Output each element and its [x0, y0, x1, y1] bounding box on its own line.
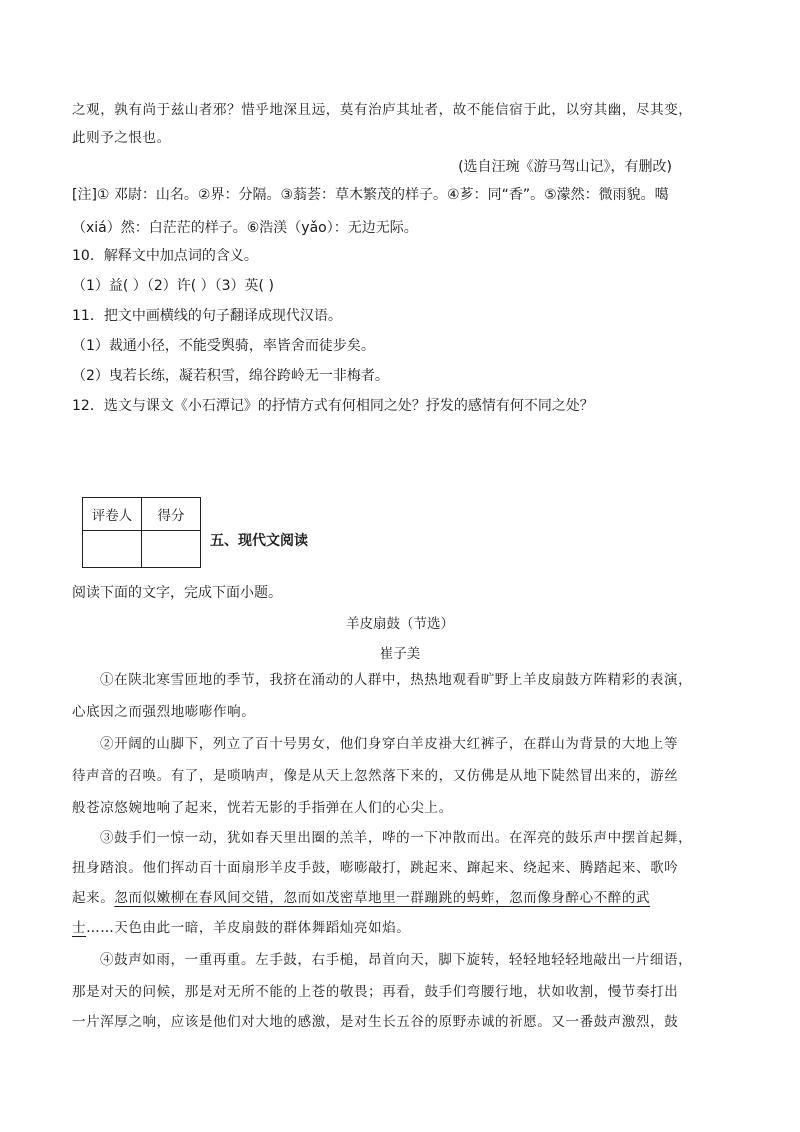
paragraph-line: 待声音的召唤。有了，是唢呐声，像是从天上忽然落下来的，又仿佛是从地下陡然冒出来的，游丝 — [72, 768, 679, 784]
grader-cell — [83, 531, 142, 568]
section-instruction: 阅读下面的文字，完成下面小题。 — [72, 585, 282, 601]
paragraph-text: 起来。 — [72, 890, 115, 906]
question-10: 10．解释文中加点词的含义。 — [72, 248, 258, 264]
passage-source: (选自汪琬《游马驾山记》，有删改) — [458, 159, 672, 175]
paragraph-line: ②开阔的山脚下，列立了百十号男女，他们身穿白羊皮褂大红裤子，在群山为背景的大地上等 — [100, 736, 679, 752]
section-title: 五、现代文阅读 — [210, 533, 308, 549]
paragraph-text: ……天色由此一暗，羊皮扇鼓的群体舞蹈灿亮如焰。 — [86, 920, 411, 936]
grader-header: 评卷人 — [83, 498, 142, 531]
passage-line: 之观，孰有尚于兹山者邪？惜乎地深且远，莫有治庐其址者，故不能信宿于此，以穷其幽，尽其变， — [72, 102, 693, 118]
paragraph-line: 那是对天的问候，那是对无所不能的上苍的敬畏；再看，鼓手们弯腰行地，状如收割，慢节奏打出 — [72, 984, 679, 1000]
underlined-sentence: 忽而似嫩柳在春风间交错，忽而如茂密草地里一群蹦跳的蚂蚱，忽而像身醉心不醉的武 — [114, 890, 651, 906]
score-table — [82, 497, 201, 568]
score-header: 得分 — [142, 498, 201, 531]
paragraph-line: 般苍凉悠婉地响了起来，恍若无影的手指弹在人们的心尖上。 — [72, 800, 453, 816]
question-11: 11．把文中画横线的句子翻译成现代汉语。 — [72, 308, 342, 324]
notes-line: [注]① 邓尉：山名。②界：分隔。③蓊荟：草木繁茂的样子。④芗：同“香”。⑤濛然：微雨貌。噶 — [72, 187, 669, 203]
paragraph-line — [72, 888, 692, 908]
passage-line: 此则予之恨也。 — [72, 130, 171, 146]
article-title: 羊皮扇鼓（节选） — [346, 616, 454, 632]
paragraph-line: 扭身踏浪。他们挥动百十面扇形羊皮手鼓，嘭嘭敲打，跳起来、蹿起来、绕起来、腾踏起来、歌吟 — [72, 860, 679, 876]
question-11-item: （2）曳若长练，凝若积雪，绵谷跨岭无一非梅者。 — [72, 368, 389, 384]
paragraph-line — [72, 918, 692, 938]
question-12: 12．选文与课文《小石潭记》的抒情方式有何相同之处？抒发的感情有何不同之处？ — [72, 398, 594, 414]
score-cell — [142, 531, 201, 568]
article-author: 崔子美 — [379, 646, 421, 662]
question-10-items: （1）益( ）（2）许( ）（3）英( ) — [72, 278, 274, 294]
notes-line: （xiá）然：白茫茫的样子。⑥浩渼（yǎo）：无边无际。 — [72, 220, 418, 236]
paragraph-line: 一片浑厚之响，应该是他们对大地的感激，是对生长五谷的原野赤诚的祈愿。又一番鼓声激烈，鼓 — [72, 1014, 679, 1030]
question-11-item: （1）裁通小径，不能受舆骑，率皆舍而徒步矣。 — [72, 338, 375, 354]
paragraph-line: ④鼓声如雨，一重再重。左手鼓，右手槌，昂首向天，脚下旋转，轻轻地轻轻地敲出一片细语， — [100, 952, 693, 968]
underlined-sentence: 士 — [72, 920, 87, 936]
paragraph-line: ③鼓手们一惊一动，犹如春天里出圈的羔羊，哗的一下冲散而出。在浑亮的鼓乐声中摆首起舞， — [100, 830, 693, 846]
paragraph-line: ①在陕北寒雪匝地的季节，我挤在涌动的人群中，热热地观看旷野上羊皮扇鼓方阵精彩的表演， — [100, 672, 693, 688]
paragraph-line: 心底因之而强烈地嘭嘭作响。 — [72, 704, 256, 720]
